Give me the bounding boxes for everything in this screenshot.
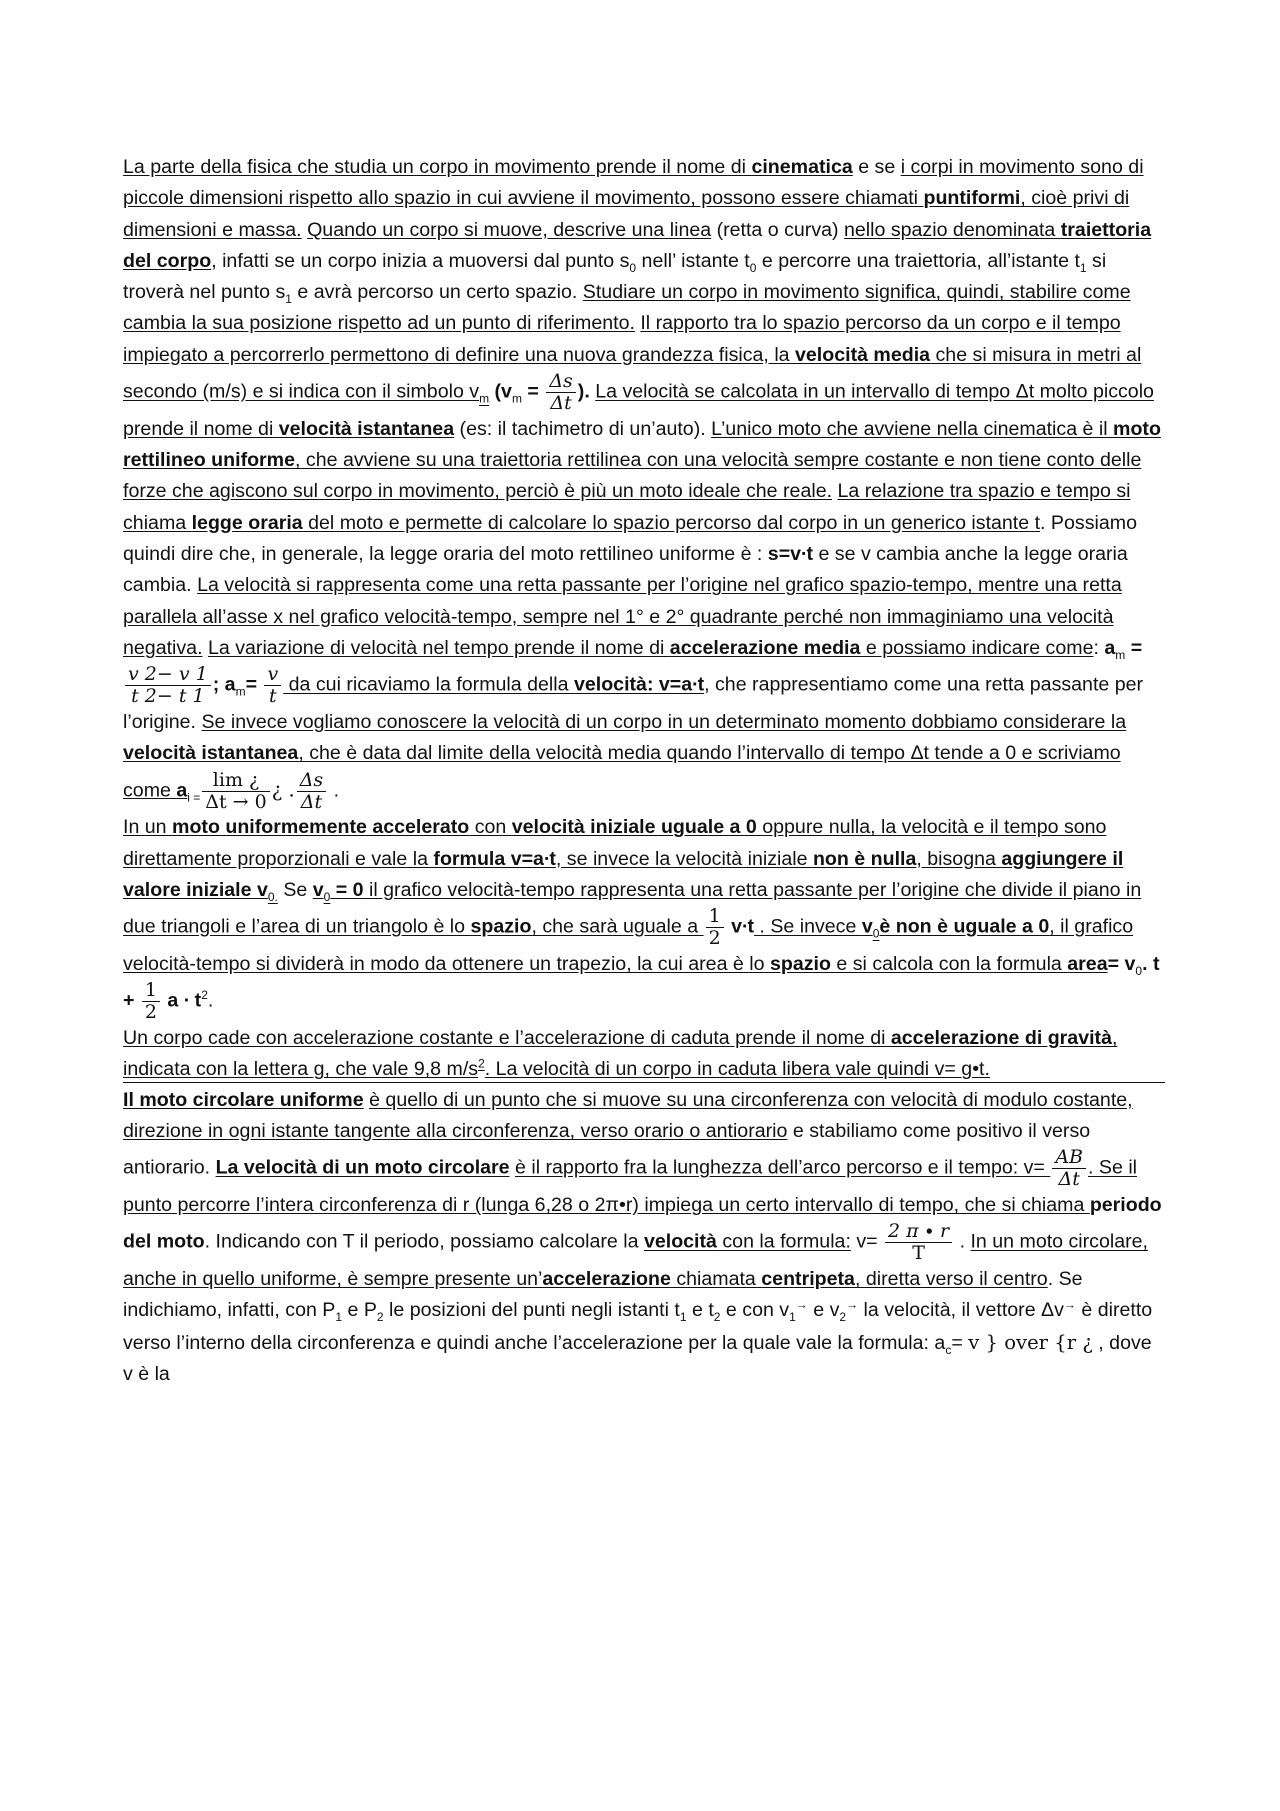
text-span: Se (277, 878, 313, 901)
text-span: , che avviene su una traiettoria rettilinea con una velocità sempre costante e non tiene conto delle forze che agiscono sul corpo in movimento, perciò è più un moto ideale che reale. (123, 449, 1142, 503)
formula-text: . t + (123, 953, 1160, 1012)
subscript: 1 (679, 1310, 687, 1325)
text-span: v= g•t. (934, 1058, 990, 1081)
subscript: 2 (713, 1310, 721, 1325)
text-span: , che sarà uguale a (531, 915, 704, 938)
fraction-numerator: v 2− v 1 (125, 664, 211, 686)
formula-text: v∙t (725, 915, 754, 938)
formula-text: = (521, 380, 545, 403)
formula-text: v (861, 915, 873, 938)
fraction-numerator: AB (1052, 1147, 1086, 1169)
subscript: m (511, 391, 522, 406)
text-span: Un corpo cade con accelerazione costante e l’accelerazione di caduta prende il nome di (123, 1027, 891, 1050)
text-span: La parte della fisica che studia un corpo in movimento prende il nome di (123, 156, 752, 178)
text-span: . Se invece (753, 915, 862, 938)
fraction-numerator: 1 (142, 980, 160, 1002)
fraction-half (142, 980, 160, 1023)
term-formula: formula v=a∙t (433, 847, 556, 870)
term-velocita-istantanea: velocità istantanea (123, 742, 299, 765)
fraction-numerator: Δs (297, 770, 326, 792)
text-span: e stabiliamo come positivo il verso antiorario. (123, 1120, 1091, 1179)
term-moto-rettilineo: moto rettilineo uniforme (123, 417, 1161, 472)
fraction-denominator: t 2− t 1 (131, 685, 205, 708)
text-span: si troverà nel punto s (123, 249, 1107, 304)
formula-text: ¿ . (271, 778, 295, 802)
text-span: (es: il tachimetro di un’auto). (454, 417, 706, 440)
subscript: 0 (323, 889, 331, 904)
term-valore-iniziale: aggiungere il valore iniziale v (123, 847, 1124, 901)
text-span: La relazione tra spazio e tempo si chiama (123, 480, 1131, 534)
text-span: La velocità se calcolata in un intervallo di tempo Δt molto piccolo prende il nome di (123, 380, 1154, 440)
text-span: è quello di un punto che si muove su una circonferenza con velocità di modulo costante, direzione in ogni istante tangente alla circonferenza, verso orario o antiorario (123, 1088, 1133, 1143)
term-velocita-iniziale: velocità iniziale uguale a 0 (511, 816, 757, 839)
term-spazio: spazio (769, 953, 831, 976)
text-span: e v (807, 1299, 840, 1322)
term-cinematica: cinematica (751, 156, 853, 178)
paragraph-accelerated-motion (123, 812, 1165, 1023)
text-span: e possiamo indicare come (860, 636, 1094, 659)
formula-text: ). (577, 380, 590, 403)
subscript: c (945, 1342, 952, 1357)
text-span: In un moto circolare, anche in quello uniforme, è sempre presente un’ (123, 1230, 1148, 1291)
vector-arrow: → (1063, 1297, 1076, 1312)
formula-text: a (1104, 636, 1116, 659)
subscript: 0 (629, 260, 637, 275)
text-span: del moto e permette di calcolare lo spazio percorso dal corpo in un generico istante t (302, 511, 1041, 534)
text-span: Se invece vogliamo conoscere la velocità di un corpo in un determinato momento dobbiamo considerare la (201, 711, 1127, 734)
text-span: e con v (720, 1299, 790, 1322)
subscript: 1 (335, 1310, 343, 1325)
term-velocita: velocità (643, 1230, 717, 1253)
text-span: , indicata con la lettera g, che vale 9,8 m/s (123, 1027, 1118, 1081)
fraction-numerator: lim ¿ (202, 770, 269, 792)
text-span: le posizioni del punti negli istanti t (383, 1299, 680, 1322)
term-velocita-circolare: La velocità di un moto circolare (215, 1156, 510, 1179)
text-span: , che è data dal limite della velocità media quando l’intervallo di tempo Δt tende a 0 e scriviamo come (123, 742, 1121, 802)
text-span: Quando un corpo si muove, descrive una linea (307, 218, 712, 241)
text-span: , infatti se un corpo inizia a muoversi dal punto s (211, 249, 630, 272)
subscript: m (1115, 647, 1126, 662)
fraction-denominator: Δt (300, 790, 323, 813)
text-span: La variazione di velocità nel tempo prende il nome di (207, 636, 670, 659)
text-span: , bisogna (916, 847, 1002, 870)
fraction-limit (202, 770, 269, 813)
superscript: 2 (478, 1056, 485, 1071)
fraction-acceleration (125, 664, 211, 707)
term-spazio: spazio (470, 915, 532, 938)
text-span: . Indicando con T il periodo, possiamo calcolare la (204, 1230, 644, 1253)
fraction-denominator: Δt (1058, 1168, 1080, 1191)
text-span: è diretto verso l’interno della circonferenza e quindi anche l’accelerazione per la quale vale la formula: a (123, 1299, 1153, 1354)
term-area: area (1067, 953, 1108, 976)
text-span: . (954, 1230, 971, 1253)
subscript: 0. (267, 889, 278, 904)
text-span: . (207, 989, 214, 1012)
term-accelerazione: accelerazione (542, 1268, 671, 1291)
term-non-nulla: non è nulla (812, 847, 917, 870)
formula-text: s=v∙t (767, 543, 814, 566)
term-velocita-media: velocità media (795, 343, 931, 366)
text-span: il grafico velocità-tempo rappresenta una retta passante per l’origine che divide il piano in due triangoli e l’area di un triangolo è lo (123, 878, 1142, 938)
formula-text: ; a (212, 673, 236, 696)
text-span: . (328, 779, 340, 802)
fraction-denominator: Δt (550, 391, 572, 414)
text-span: e se (852, 156, 901, 178)
text-span: da cui ricaviamo la formula della (283, 673, 574, 696)
text-span: = (951, 1331, 969, 1354)
term-puntiformi: puntiformi (923, 187, 1021, 210)
text-span: In un (123, 816, 173, 839)
subscript: 0 (1135, 963, 1143, 978)
fraction-numerator: v (264, 664, 281, 686)
subscript: 2 (839, 1310, 847, 1325)
fraction-numerator: Δs (546, 371, 575, 393)
formula-text: (v (489, 380, 512, 403)
fraction-denominator: 2 (708, 927, 721, 950)
text-span: e P (342, 1299, 377, 1322)
fraction-denominator: 2 (144, 1001, 157, 1024)
vector-arrow: → (795, 1297, 808, 1312)
term-centripeta: centripeta (761, 1268, 855, 1291)
fraction-ds-dt (297, 770, 326, 813)
text-span: , diretta verso il centro (854, 1268, 1048, 1291)
text-span: Studiare un corpo in movimento significa, quindi, stabilire come cambia la sua posizione rispetto ad un punto di riferimento. (123, 281, 1131, 335)
text-span: , che rappresentiamo come una retta passante per l’origine. (123, 673, 1144, 734)
formula-text: = 0 (330, 878, 364, 901)
subscript: 1 (285, 292, 292, 307)
text-span: è il rapporto fra la lunghezza dell’arco percorso e il tempo: v= (515, 1156, 1051, 1179)
text-span: , dove v è la (123, 1331, 1152, 1386)
formula-text: a ∙ t (161, 989, 202, 1012)
fraction-numerator: 2 π ∙ r (885, 1221, 952, 1243)
term-gravita: accelerazione di gravità (890, 1027, 1112, 1050)
text-span: v= (850, 1230, 884, 1253)
text-span: con (469, 816, 512, 839)
fraction-velocity-media (546, 371, 575, 414)
subscript: 0 (749, 260, 757, 275)
formula-text: = (1125, 636, 1143, 659)
text-span: e percorre una traiettoria, all’istante t (756, 249, 1080, 272)
formula-text: a (176, 779, 188, 802)
text-span: . Se indichiamo, infatti, con P (123, 1268, 1083, 1322)
term-accelerazione-media: accelerazione media (669, 636, 861, 659)
fraction-numerator: 1 (706, 906, 724, 928)
text-span: , cioè privi di dimensioni e massa. (123, 187, 1130, 241)
term-traiettoria: traiettoria del corpo (123, 218, 1152, 272)
text-span: . Possiamo quindi dire che, in generale, la legge oraria del moto rettilineo uniforme è : (123, 511, 1137, 566)
text-span: e t (686, 1299, 714, 1322)
term-non-uguale: è non è uguale a 0 (879, 915, 1050, 938)
term-moto-circolare: Il moto circolare uniforme (123, 1088, 364, 1111)
text-span: Il rapporto tra lo spazio percorso da un corpo e il tempo impiegato a percorrerlo permettono di definire una nuova grandezza fisica, la (123, 312, 1121, 366)
document-page (123, 152, 1165, 1390)
subscript: 0 (872, 926, 880, 941)
text-span: chiamata (670, 1268, 762, 1291)
text-span: i corpi in movimento sono di piccole dimensioni rispetto allo spazio in cui avviene il movimento, possono essere chiamati (123, 156, 1144, 210)
fraction-2pir-T (885, 1221, 952, 1264)
paragraph-kinematics (123, 152, 1165, 812)
formula-text: = (245, 673, 263, 696)
fraction-denominator: T (912, 1242, 925, 1265)
fraction-half (706, 906, 724, 949)
term-periodo: periodo del moto (123, 1194, 1162, 1253)
text-span: oppure nulla, la velocità e il tempo sono direttamente proporzionali e vale la (123, 816, 1107, 870)
superscript: 2 (201, 988, 208, 1003)
text-span: con la formula: (716, 1230, 851, 1253)
subscript: 2 (376, 1310, 384, 1325)
text-span: e se v cambia anche la legge oraria cambia. (123, 543, 1128, 597)
term-moto-accelerato: moto uniformemente accelerato (172, 816, 470, 839)
subscript: m (235, 684, 246, 699)
fraction-v-over-t (264, 664, 281, 707)
text-span: . La velocità di un corpo in caduta libera vale quindi (484, 1058, 935, 1081)
fraction-denominator: Δt → 0 (205, 790, 267, 813)
subscript: m (479, 391, 490, 406)
text-span: nell’ istante t (636, 249, 750, 272)
fraction-ab-dt (1052, 1147, 1086, 1190)
fraction-denominator: t (269, 685, 277, 708)
formula-text: = v (1107, 953, 1136, 976)
text-span: e avrà percorso un certo spazio. (291, 281, 583, 304)
subscript: 1 (789, 1310, 796, 1325)
text-span: (retta o curva) (711, 218, 844, 241)
text-span: . Se il punto percorre l’intera circonferenza di r (lunga 6,28 o 2π•r) impiega un certo intervallo di tempo, che si chiama (123, 1156, 1138, 1217)
subscript: i = (187, 790, 201, 805)
paragraph-gravity (123, 1023, 1165, 1086)
text-span: La velocità si rappresenta come una retta passante per l’origine nel grafico spazio-tempo, mentre una retta parallela all’asse x nel grafico velocità-tempo, sempre nel 1° e 2° quadrante perché non immaginiamo una velocità negativa. (123, 574, 1122, 659)
text-span: e si calcola con la formula (830, 953, 1068, 976)
text-span: : (1093, 636, 1105, 659)
text-span: L’unico moto che avviene nella cinematica è il (711, 417, 1114, 440)
formula-text: v (312, 878, 324, 901)
term-legge-oraria: legge oraria (191, 511, 303, 534)
text-span: la velocità, il vettore Δv (858, 1299, 1064, 1322)
term-velocita-istantanea: velocità istantanea (278, 417, 455, 440)
subscript: 1 (1079, 260, 1087, 275)
term-formula-velocita: velocità: v=a∙t (573, 673, 705, 696)
text-span: , il grafico velocità-tempo si dividerà in modo da ottenere un trapezio, la cui area è lo (123, 915, 1134, 976)
text-span: nello spazio denominata (844, 218, 1061, 241)
vector-arrow: → (846, 1297, 859, 1312)
text-span: , se invece la velocità iniziale (555, 847, 813, 870)
formula-text: v } over {r ¿ (968, 1330, 1093, 1354)
paragraph-circular-motion (123, 1085, 1165, 1391)
text-span: che si misura in metri al secondo (m/s) e si indica con il simbolo v (123, 343, 1142, 403)
